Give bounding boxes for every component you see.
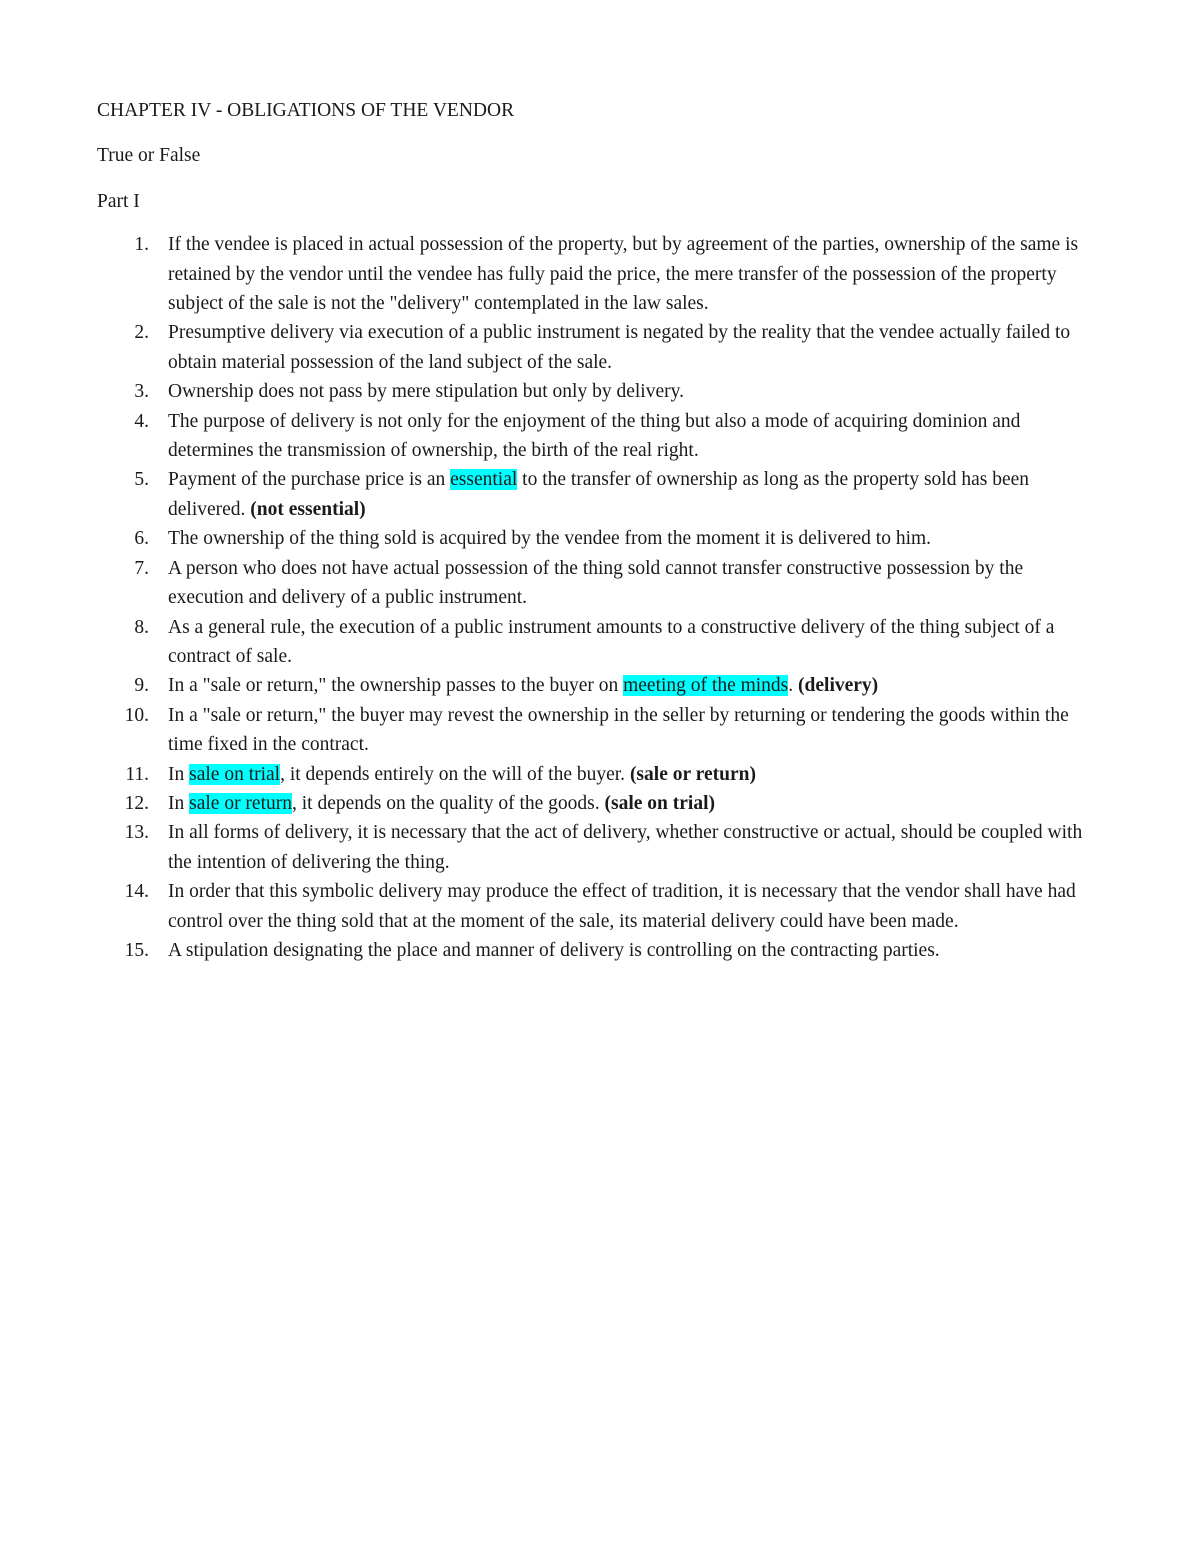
item-number: 12. [124, 792, 149, 814]
list-item [97, 465, 1097, 524]
item-text [168, 881, 1076, 931]
chapter-title: CHAPTER IV - OBLIGATIONS OF THE VENDOR [97, 100, 515, 121]
item-number: 15. [124, 939, 149, 961]
item-text [168, 528, 931, 549]
text-segment: Payment of the purchase price is an [168, 469, 451, 491]
answer-correction: (not essential) [250, 498, 366, 520]
item-text [168, 940, 940, 961]
item-text [168, 822, 1082, 872]
list-item [97, 877, 1097, 936]
item-number: 7. [134, 557, 149, 579]
list-item [97, 936, 1097, 965]
item-number: 3. [134, 381, 149, 403]
list-item [97, 407, 1097, 466]
list-item [97, 377, 1097, 406]
text-segment: , it depends on the quality of the goods. [292, 792, 605, 814]
text-segment: In all forms of delivery, it is necessary that the act of delivery, whether constructive or actual, should be coupled with the intention of delivering the thing. [168, 822, 1083, 873]
answer-correction: (delivery) [798, 675, 879, 697]
answer-correction: (sale on trial) [604, 792, 715, 814]
list-item [97, 760, 1097, 789]
text-segment: The ownership of the thing sold is acquired by the vendee from the moment it is delivered to him. [168, 528, 932, 550]
item-number: 9. [134, 675, 149, 697]
item-number: 6. [134, 528, 149, 550]
list-item [97, 613, 1097, 672]
list-item [97, 554, 1097, 613]
highlighted-text: sale on trial [189, 763, 281, 785]
item-text [168, 793, 715, 814]
answer-correction: (sale or return) [629, 763, 756, 785]
text-segment: In [168, 763, 190, 785]
item-text [168, 381, 684, 402]
item-number: 5. [134, 469, 149, 491]
text-segment: As a general rule, the execution of a public instrument amounts to a constructive delivery of the thing subject of a contract of sale. [168, 616, 1055, 667]
list-item [97, 701, 1097, 760]
section-subtitle: True or False [97, 145, 201, 167]
text-segment: A stipulation designating the place and manner of delivery is controlling on the contracting parties. [168, 939, 940, 961]
item-number: 4. [134, 410, 149, 432]
text-segment: . [788, 675, 799, 697]
text-segment: to the transfer of ownership as long as the property sold has been delivered. [168, 469, 1030, 520]
highlighted-text: essential [450, 469, 518, 491]
text-segment: The purpose of delivery is not only for the enjoyment of the thing but also a mode of acquiring dominion and determines the transmission of ownership, the birth of the real right. [168, 410, 1021, 462]
item-text [168, 705, 1069, 755]
item-text [168, 558, 1023, 608]
item-number: 14. [124, 881, 149, 903]
item-text [168, 411, 1020, 461]
list-item [97, 230, 1097, 318]
list-item [97, 818, 1097, 877]
item-number: 13. [124, 822, 149, 844]
text-segment: In order that this symbolic delivery may produce the effect of tradition, it is necessary that the vendor shall have had control over the thing sold that at the moment of the sale, its material delivery could have been made. [168, 881, 1076, 932]
document-page [97, 96, 1097, 965]
list-item [97, 789, 1097, 818]
item-number: 2. [134, 322, 149, 344]
text-segment: If the vendee is placed in actual possession of the property, but by agreement of the parties, ownership of the same is retained by the vendor until the vendee has fully paid the price, the mere transfer of the possession of the property subject of the sale is not the "delivery" contemplated in the law sales. [168, 234, 1079, 315]
highlighted-text: meeting of the minds [623, 675, 789, 697]
item-text [168, 234, 1078, 314]
list-item [97, 524, 1097, 553]
text-segment: Ownership does not pass by mere stipulation but only by delivery. [168, 381, 684, 403]
item-text [168, 322, 1070, 372]
question-list [97, 230, 1097, 965]
item-text [168, 469, 1029, 519]
item-text [168, 617, 1054, 667]
item-number: 10. [124, 704, 149, 726]
highlighted-text: sale or return [189, 792, 292, 814]
item-text [168, 764, 756, 785]
text-segment: In a "sale or return," the ownership passes to the buyer on [168, 675, 624, 697]
text-segment: A person who does not have actual possession of the thing sold cannot transfer constructive possession by the execution and delivery of a public instrument. [168, 557, 1024, 609]
item-number: 8. [134, 616, 149, 638]
list-item [97, 318, 1097, 377]
item-number: 11. [125, 763, 149, 785]
text-segment: Presumptive delivery via execution of a public instrument is negated by the reality that the vendee actually failed to obtain material possession of the land subject of the sale. [168, 322, 1071, 373]
text-segment: , it depends entirely on the will of the buyer. [280, 763, 630, 785]
list-item [97, 671, 1097, 700]
item-number: 1. [134, 234, 149, 256]
part-heading: Part I [97, 190, 140, 212]
item-text [168, 675, 878, 696]
text-segment: In [168, 792, 190, 814]
text-segment: In a "sale or return," the buyer may revest the ownership in the seller by returning or tendering the goods within the time fixed in the contract. [168, 704, 1069, 756]
